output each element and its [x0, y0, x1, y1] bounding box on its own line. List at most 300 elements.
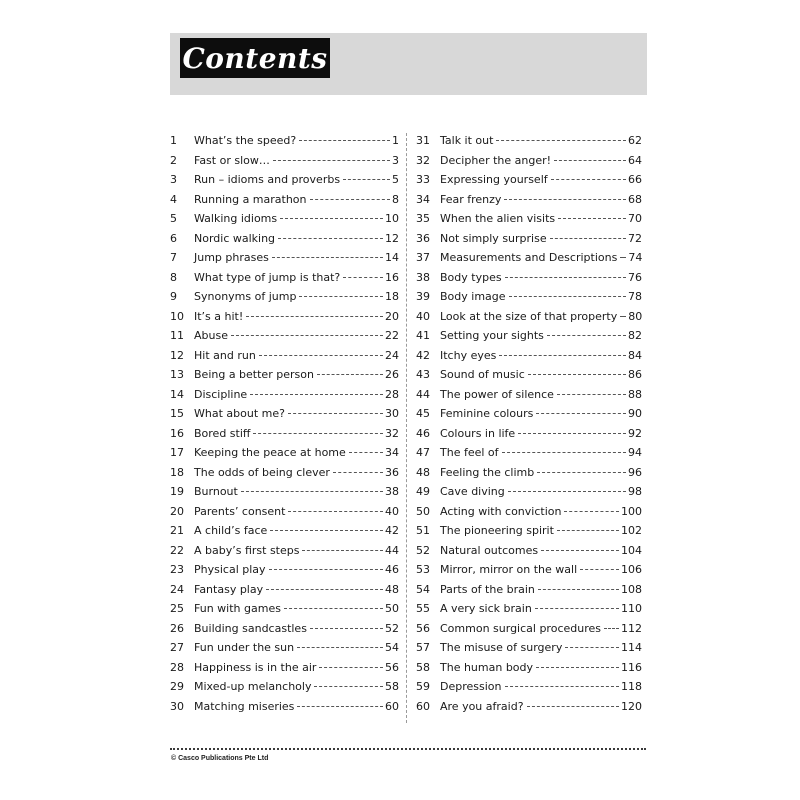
entry-title: Keeping the peace at home [194, 446, 346, 460]
dot-leader [299, 140, 390, 141]
entry-page-number: 108 [621, 582, 642, 596]
entry-title: Nordic walking [194, 231, 276, 245]
entry-title: The human body [440, 660, 534, 674]
dot-leader [333, 472, 383, 473]
entry-number: 32 [416, 153, 430, 167]
entry-title: Fun with games [194, 602, 281, 616]
dot-leader [557, 394, 626, 395]
entry-title: Not simply surprise [440, 231, 547, 245]
entry-page-number: 78 [628, 290, 642, 304]
entry-number: 43 [416, 368, 430, 382]
entry-page-number: 86 [628, 368, 642, 382]
dot-leader [504, 199, 626, 200]
entry-page-number: 46 [385, 563, 399, 577]
entry-number: 44 [416, 387, 430, 401]
entry-number: 14 [170, 387, 184, 401]
entry-title: Mirror, mirror on the wall [440, 563, 578, 577]
dot-leader [231, 335, 383, 336]
dot-leader [272, 257, 383, 258]
entry-title: Acting with conviction [440, 504, 562, 518]
entry-page-number: 120 [621, 699, 642, 713]
contents-entry[interactable] [170, 170, 399, 190]
entry-page-number: 40 [385, 504, 399, 518]
contents-entry[interactable] [416, 580, 642, 600]
contents-entry[interactable] [170, 151, 399, 171]
entry-page-number: 62 [628, 134, 642, 148]
dot-leader [499, 355, 626, 356]
entry-number: 49 [416, 485, 430, 499]
entry-title: It’s a hit! [194, 309, 244, 323]
entry-page-number: 8 [392, 192, 399, 206]
contents-entry[interactable] [170, 209, 399, 229]
contents-entry[interactable] [170, 463, 399, 483]
contents-entry[interactable] [416, 560, 642, 580]
dot-leader [280, 218, 383, 219]
entry-page-number: 56 [385, 660, 399, 674]
dot-leader [508, 491, 626, 492]
entry-number: 41 [416, 329, 430, 343]
entry-number: 31 [416, 134, 430, 148]
contents-entry[interactable] [416, 287, 642, 307]
entry-number: 36 [416, 231, 430, 245]
dot-leader [604, 628, 619, 629]
entry-page-number: 48 [385, 582, 399, 596]
contents-entry[interactable] [416, 463, 642, 483]
dot-leader [518, 433, 626, 434]
entry-number: 46 [416, 426, 430, 440]
dot-leader [343, 179, 390, 180]
entry-number: 12 [170, 348, 184, 362]
entry-title: Look at the size of that property [440, 309, 618, 323]
entry-title: Body types [440, 270, 502, 284]
entry-number: 1 [170, 134, 177, 148]
dot-leader [565, 647, 619, 648]
contents-entry[interactable] [416, 131, 642, 151]
contents-entry[interactable] [170, 502, 399, 522]
entry-page-number: 14 [385, 251, 399, 265]
column-divider [406, 133, 407, 723]
entry-number: 16 [170, 426, 184, 440]
entry-title: Colours in life [440, 426, 516, 440]
entry-number: 26 [170, 621, 184, 635]
entry-title: Decipher the anger! [440, 153, 552, 167]
contents-entry[interactable] [170, 307, 399, 327]
dot-leader [550, 238, 626, 239]
dot-leader [302, 550, 383, 551]
contents-entry[interactable] [170, 346, 399, 366]
contents-entry[interactable] [170, 541, 399, 561]
contents-entry[interactable] [416, 482, 642, 502]
entry-title: A child’s face [194, 524, 268, 538]
entry-number: 5 [170, 212, 177, 226]
entry-page-number: 88 [628, 387, 642, 401]
entry-number: 60 [416, 699, 430, 713]
entry-title: Burnout [194, 485, 238, 499]
entry-title: Natural outcomes [440, 543, 539, 557]
contents-entry[interactable] [416, 443, 642, 463]
dot-leader [541, 550, 619, 551]
entry-page-number: 70 [628, 212, 642, 226]
entry-page-number: 114 [621, 641, 642, 655]
entry-number: 29 [170, 680, 184, 694]
dot-leader [343, 277, 383, 278]
contents-entry[interactable] [170, 677, 399, 697]
dot-leader [536, 413, 626, 414]
entry-page-number: 76 [628, 270, 642, 284]
contents-entry[interactable] [170, 190, 399, 210]
entry-page-number: 116 [621, 660, 642, 674]
entry-page-number: 58 [385, 680, 399, 694]
entry-number: 6 [170, 231, 177, 245]
entry-page-number: 64 [628, 153, 642, 167]
contents-entry[interactable] [416, 248, 642, 268]
contents-entry[interactable] [416, 697, 642, 717]
dot-leader [620, 316, 626, 317]
entry-page-number: 80 [628, 309, 643, 323]
dot-leader [505, 277, 626, 278]
contents-entry[interactable] [170, 443, 399, 463]
entry-page-number: 44 [385, 543, 399, 557]
dot-leader [319, 667, 383, 668]
contents-entry[interactable] [170, 599, 399, 619]
contents-entry[interactable] [416, 502, 642, 522]
entry-number: 10 [170, 309, 184, 323]
entry-page-number: 90 [628, 407, 642, 421]
entry-number: 23 [170, 563, 184, 577]
dot-leader [278, 238, 383, 239]
entry-title: The odds of being clever [194, 465, 330, 479]
dot-leader [266, 589, 383, 590]
entry-title: Parents’ consent [194, 504, 286, 518]
entry-number: 59 [416, 680, 430, 694]
contents-entry[interactable] [170, 287, 399, 307]
entry-number: 51 [416, 524, 430, 538]
dot-leader [250, 394, 383, 395]
contents-entry[interactable] [170, 658, 399, 678]
entry-number: 33 [416, 173, 430, 187]
entry-number: 47 [416, 446, 430, 460]
entry-page-number: 26 [385, 368, 399, 382]
dot-leader [496, 140, 626, 141]
entry-page-number: 54 [385, 641, 399, 655]
entry-page-number: 100 [621, 504, 642, 518]
entry-page-number: 104 [621, 543, 642, 557]
dot-leader [269, 569, 383, 570]
entry-title: Fantasy play [194, 582, 264, 596]
entry-page-number: 112 [621, 621, 642, 635]
entry-title: Talk it out [440, 134, 494, 148]
dot-leader [505, 686, 620, 687]
entry-page-number: 52 [385, 621, 399, 635]
entry-page-number: 74 [628, 251, 643, 265]
contents-entry[interactable] [416, 424, 642, 444]
entry-number: 53 [416, 563, 430, 577]
entry-number: 19 [170, 485, 184, 499]
entry-page-number: 50 [385, 602, 399, 616]
entry-page-number: 118 [621, 680, 642, 694]
entry-page-number: 92 [628, 426, 642, 440]
entry-title: Fun under the sun [194, 641, 295, 655]
dot-leader [547, 335, 626, 336]
contents-entry[interactable] [416, 521, 642, 541]
dot-leader [299, 296, 383, 297]
entry-number: 27 [170, 641, 184, 655]
contents-entry[interactable] [416, 307, 642, 327]
entry-number: 7 [170, 251, 177, 265]
entry-number: 15 [170, 407, 184, 421]
entry-title: Are you afraid? [440, 699, 524, 713]
entry-number: 42 [416, 348, 430, 362]
entry-number: 21 [170, 524, 184, 538]
dot-leader [557, 530, 619, 531]
entry-title: Bored stiff [194, 426, 251, 440]
contents-entry[interactable] [170, 229, 399, 249]
entry-number: 2 [170, 153, 177, 167]
entry-title: The pioneering spirit [440, 524, 554, 538]
dot-leader [527, 706, 619, 707]
entry-number: 40 [416, 309, 430, 323]
contents-entry[interactable] [170, 268, 399, 288]
entry-number: 37 [416, 251, 430, 265]
entry-title: Fear frenzy [440, 192, 502, 206]
entry-title: The power of silence [440, 387, 554, 401]
entry-page-number: 72 [628, 231, 642, 245]
dot-leader [314, 686, 383, 687]
contents-entry[interactable] [416, 385, 642, 405]
entry-title: Body image [440, 290, 506, 304]
entry-page-number: 60 [385, 699, 399, 713]
entry-number: 38 [416, 270, 430, 284]
entry-title: The misuse of surgery [440, 641, 563, 655]
contents-entry[interactable] [416, 190, 642, 210]
entry-title: Physical play [194, 563, 266, 577]
entry-title: Happiness is in the air [194, 660, 317, 674]
contents-entry[interactable] [170, 365, 399, 385]
dot-leader [558, 218, 626, 219]
entry-number: 20 [170, 504, 184, 518]
footer-divider [170, 748, 646, 750]
entry-number: 4 [170, 192, 177, 206]
entry-number: 39 [416, 290, 430, 304]
entry-page-number: 98 [628, 485, 642, 499]
dot-leader [620, 257, 626, 258]
dot-leader [270, 530, 383, 531]
entry-page-number: 5 [392, 173, 399, 187]
dot-leader [528, 374, 626, 375]
entry-title: A baby’s first steps [194, 543, 300, 557]
entry-title: What’s the speed? [194, 134, 297, 148]
entry-number: 11 [170, 329, 184, 343]
contents-entry[interactable] [416, 658, 642, 678]
dot-leader [310, 199, 390, 200]
entry-page-number: 84 [628, 348, 642, 362]
contents-entry[interactable] [416, 229, 642, 249]
dot-leader [310, 628, 383, 629]
dot-leader [537, 472, 626, 473]
entry-title: Synonyms of jump [194, 290, 297, 304]
entry-title: Walking idioms [194, 212, 278, 226]
entry-number: 45 [416, 407, 430, 421]
entry-page-number: 24 [385, 348, 399, 362]
dot-leader [502, 452, 626, 453]
contents-entry[interactable] [416, 170, 642, 190]
entry-number: 3 [170, 173, 177, 187]
contents-entry[interactable] [416, 365, 642, 385]
entry-page-number: 3 [392, 153, 399, 167]
contents-entry[interactable] [170, 638, 399, 658]
entry-page-number: 30 [385, 407, 399, 421]
contents-entry[interactable] [170, 424, 399, 444]
entry-title: Building sandcastles [194, 621, 307, 635]
entry-title: Run – idioms and proverbs [194, 173, 341, 187]
entry-page-number: 36 [385, 465, 399, 479]
entry-page-number: 106 [621, 563, 642, 577]
entry-page-number: 42 [385, 524, 399, 538]
entry-title: Expressing yourself [440, 173, 548, 187]
copyright-notice: © Casco Publications Pte Ltd [171, 755, 269, 762]
dot-leader [551, 179, 626, 180]
contents-entry[interactable] [170, 580, 399, 600]
dot-leader [273, 160, 390, 161]
contents-column-left [170, 131, 399, 716]
entry-page-number: 34 [385, 446, 399, 460]
entry-number: 28 [170, 660, 184, 674]
entry-title: What type of jump is that? [194, 270, 341, 284]
entry-title: The feel of [440, 446, 499, 460]
entry-page-number: 66 [628, 173, 642, 187]
entry-title: Feeling the climb [440, 465, 535, 479]
entry-title: Parts of the brain [440, 582, 535, 596]
contents-entry[interactable] [416, 268, 642, 288]
contents-entry[interactable] [170, 131, 399, 151]
dot-leader [241, 491, 383, 492]
dot-leader [554, 160, 626, 161]
entry-number: 30 [170, 699, 184, 713]
entry-page-number: 12 [385, 231, 399, 245]
contents-entry[interactable] [416, 619, 642, 639]
contents-entry[interactable] [416, 404, 642, 424]
entry-number: 25 [170, 602, 184, 616]
contents-entry[interactable] [416, 326, 642, 346]
contents-entry[interactable] [416, 599, 642, 619]
entry-number: 22 [170, 543, 184, 557]
contents-entry[interactable] [170, 560, 399, 580]
entry-title: Discipline [194, 387, 248, 401]
entry-title: Cave diving [440, 485, 505, 499]
entry-title: Itchy eyes [440, 348, 497, 362]
contents-entry[interactable] [170, 326, 399, 346]
title-box [180, 38, 330, 78]
contents-entry[interactable] [170, 482, 399, 502]
entry-title: Sound of music [440, 368, 525, 382]
dot-leader [297, 706, 383, 707]
entry-title: Common surgical procedures [440, 621, 601, 635]
entry-page-number: 32 [385, 426, 399, 440]
dot-leader [538, 589, 619, 590]
contents-entry[interactable] [170, 248, 399, 268]
entry-page-number: 110 [621, 602, 642, 616]
contents-entry[interactable] [170, 521, 399, 541]
entry-number: 9 [170, 290, 177, 304]
entry-page-number: 82 [628, 329, 642, 343]
contents-entry[interactable] [170, 404, 399, 424]
entry-title: Being a better person [194, 368, 314, 382]
entry-title: Measurements and Descriptions [440, 251, 618, 265]
entry-title: Running a marathon [194, 192, 307, 206]
dot-leader [246, 316, 383, 317]
entry-title: Jump phrases [194, 251, 269, 265]
entry-page-number: 94 [628, 446, 642, 460]
entry-page-number: 22 [385, 329, 399, 343]
entry-title: Feminine colours [440, 407, 534, 421]
contents-entry[interactable] [170, 697, 399, 717]
entry-number: 58 [416, 660, 430, 674]
contents-entry[interactable] [416, 346, 642, 366]
entry-page-number: 10 [385, 212, 399, 226]
entry-number: 57 [416, 641, 430, 655]
entry-title: Mixed-up melancholy [194, 680, 312, 694]
contents-entry[interactable] [170, 385, 399, 405]
dot-leader [349, 452, 383, 453]
entry-number: 13 [170, 368, 184, 382]
page-title: Contents [182, 41, 328, 75]
contents-entry[interactable] [416, 209, 642, 229]
dot-leader [259, 355, 383, 356]
entry-number: 18 [170, 465, 184, 479]
entry-number: 50 [416, 504, 430, 518]
entry-page-number: 102 [621, 524, 642, 538]
entry-number: 54 [416, 582, 430, 596]
entry-page-number: 28 [385, 387, 399, 401]
entry-number: 34 [416, 192, 430, 206]
dot-leader [535, 608, 619, 609]
entry-title: Matching miseries [194, 699, 295, 713]
entry-page-number: 38 [385, 485, 399, 499]
dot-leader [509, 296, 626, 297]
contents-entry[interactable] [416, 677, 642, 697]
contents-column-right [416, 131, 642, 716]
entry-number: 56 [416, 621, 430, 635]
contents-entry[interactable] [170, 619, 399, 639]
entry-title: Hit and run [194, 348, 256, 362]
entry-title: A very sick brain [440, 602, 532, 616]
entry-number: 24 [170, 582, 184, 596]
entry-title: Abuse [194, 329, 228, 343]
contents-entry[interactable] [416, 638, 642, 658]
contents-entry[interactable] [416, 541, 642, 561]
entry-page-number: 68 [628, 192, 642, 206]
dot-leader [284, 608, 383, 609]
dot-leader [288, 413, 383, 414]
entry-number: 52 [416, 543, 430, 557]
entry-page-number: 1 [392, 134, 399, 148]
entry-title: Setting your sights [440, 329, 544, 343]
entry-title: When the alien visits [440, 212, 556, 226]
entry-page-number: 18 [385, 290, 399, 304]
entry-title: What about me? [194, 407, 285, 421]
contents-entry[interactable] [416, 151, 642, 171]
entry-number: 8 [170, 270, 177, 284]
dot-leader [580, 569, 619, 570]
dot-leader [317, 374, 383, 375]
entry-number: 55 [416, 602, 430, 616]
dot-leader [536, 667, 619, 668]
entry-title: Depression [440, 680, 502, 694]
dot-leader [564, 511, 619, 512]
entry-page-number: 96 [628, 465, 642, 479]
entry-number: 48 [416, 465, 430, 479]
entry-title: Fast or slow… [194, 153, 270, 167]
